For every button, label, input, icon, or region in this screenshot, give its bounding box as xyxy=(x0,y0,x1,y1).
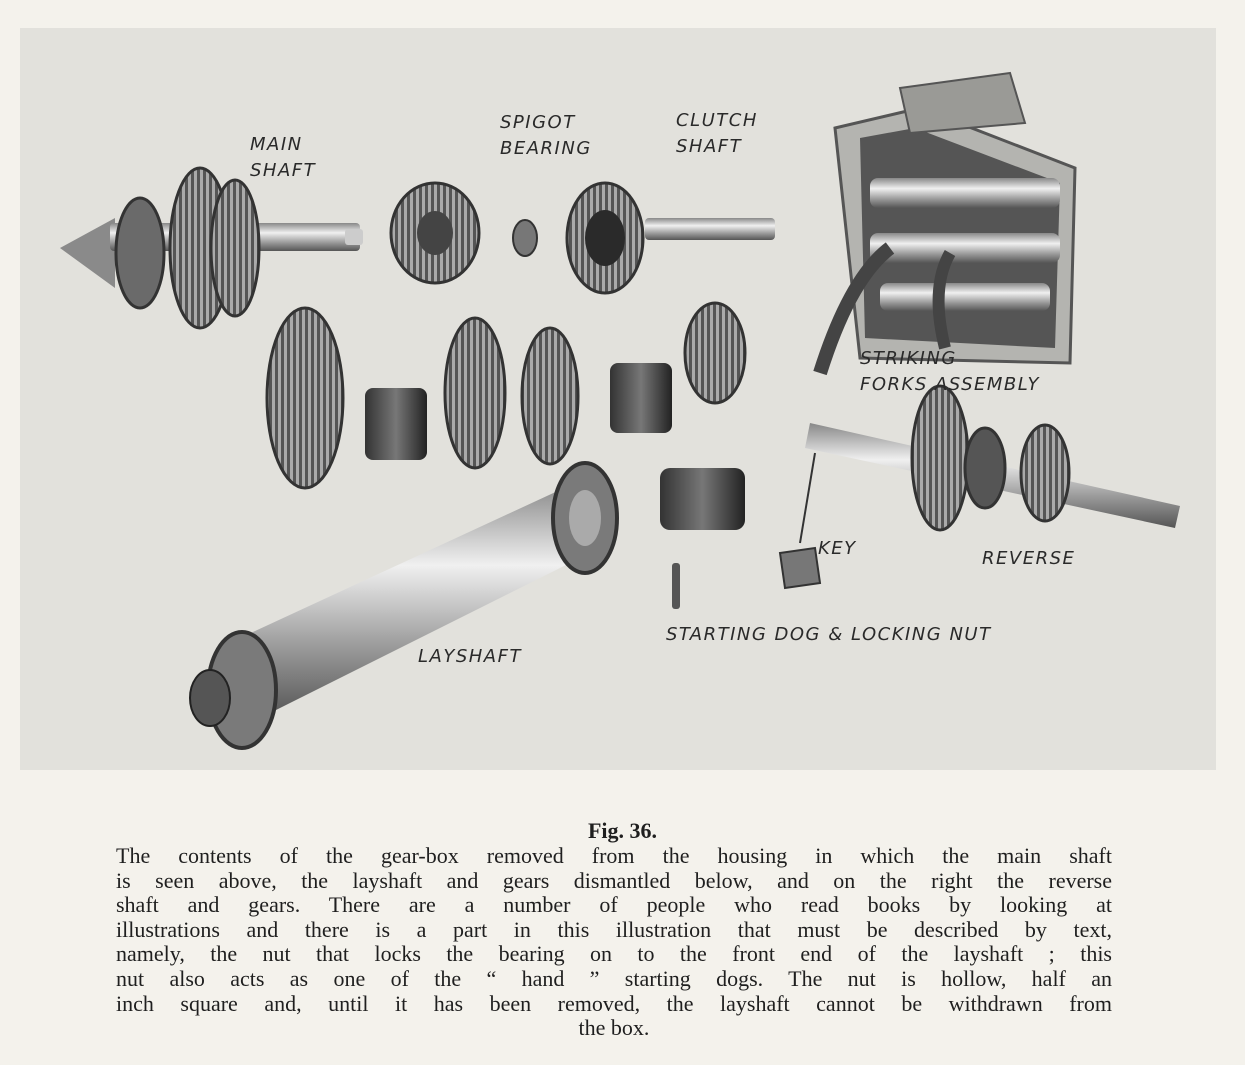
label-clutch-shaft: CLUTCH SHAFT xyxy=(676,110,758,157)
gearbox-parts-illustration xyxy=(20,28,1216,770)
label-starting-dog: STARTING DOG & LOCKING NUT xyxy=(666,624,992,645)
caption-line: nut also acts as one of the “ hand ” starting dogs. The nut is hollow, half an xyxy=(116,965,1112,991)
figure-title: Fig. 36. xyxy=(587,818,658,843)
clutch-shaft-group xyxy=(391,183,775,293)
caption-line: The contents of the gear-box removed from the housing in which the main shaft xyxy=(116,843,1112,868)
label-reverse: REVERSE xyxy=(982,548,1076,569)
striking-forks-assembly xyxy=(820,73,1075,373)
gearbox-photo xyxy=(20,28,1216,770)
caption-line: is seen above, the layshaft and gears dismantled below, and on the right the reverse xyxy=(116,867,1112,893)
label-key: KEY xyxy=(818,538,857,559)
label-spigot-bearing: SPIGOT BEARING xyxy=(500,112,592,159)
layshaft-gears-row xyxy=(267,303,745,488)
caption-line: shaft and gears. There are a number of people who read books by looking at xyxy=(116,892,1112,918)
label-striking-forks: STRIKING FORKS ASSEMBLY xyxy=(860,348,1041,395)
caption-line: namely, the nut that locks the bearing on to the front end of the layshaft ; this xyxy=(116,941,1112,967)
starting-dog xyxy=(660,468,745,609)
caption-line: illustrations and there is a part in this illustration that must be described by text, xyxy=(116,916,1112,942)
label-layshaft: LAYSHAFT xyxy=(418,646,522,667)
caption-line: inch square and, until it has been removed, the layshaft cannot be withdrawn from xyxy=(116,990,1112,1016)
label-main-shaft: MAIN SHAFT xyxy=(250,134,317,181)
figure-caption xyxy=(116,844,1112,1041)
layshaft xyxy=(190,463,617,748)
main-shaft xyxy=(60,168,363,328)
caption-last-line: the box. xyxy=(578,1015,650,1041)
